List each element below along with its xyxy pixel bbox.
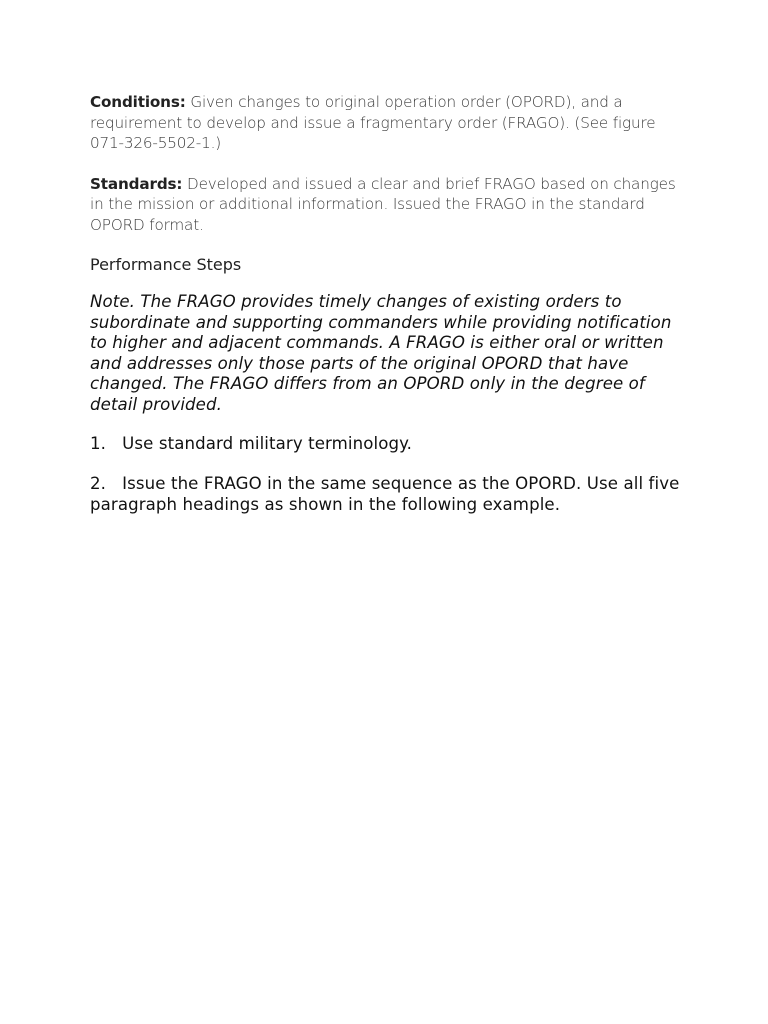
standards-text: Developed and issued a clear and brief FRAGO based on changes in the mission or additional information. Issued the FRAGO in the standard OPORD format. [90,174,676,234]
conditions-text: Given changes to original operation order (OPORD), and a requirement to develop and issue a fragmentary order (FRAGO). (See figure 071-326-5502-1.) [90,93,656,152]
step-item [90,434,690,455]
performance-steps-heading: Performance Steps [90,255,242,274]
conditions-label: Conditions: [90,93,186,111]
note-paragraph: Note. The FRAGO provides timely changes of existing orders to subordinate and supporting commanders while providing notification to higher and adjacent commands. A FRAGO is either oral or written and addresses only those parts of the original OPORD that have changed. The FRAGO differs from an OPORD only in the degree of detail provided. [90,292,672,414]
document-page [90,92,690,515]
standards-label: Standards: [90,174,183,193]
standards-paragraph [90,174,690,236]
step-number: 2. [90,474,107,494]
conditions-paragraph [90,92,690,154]
step-number: 1. [90,433,107,453]
step-text: Use standard military terminology. [122,433,413,453]
step-item [90,474,690,515]
step-text: Issue the FRAGO in the same sequence as the OPORD. Use all five paragraph headings as shown in the following example. [90,474,680,514]
